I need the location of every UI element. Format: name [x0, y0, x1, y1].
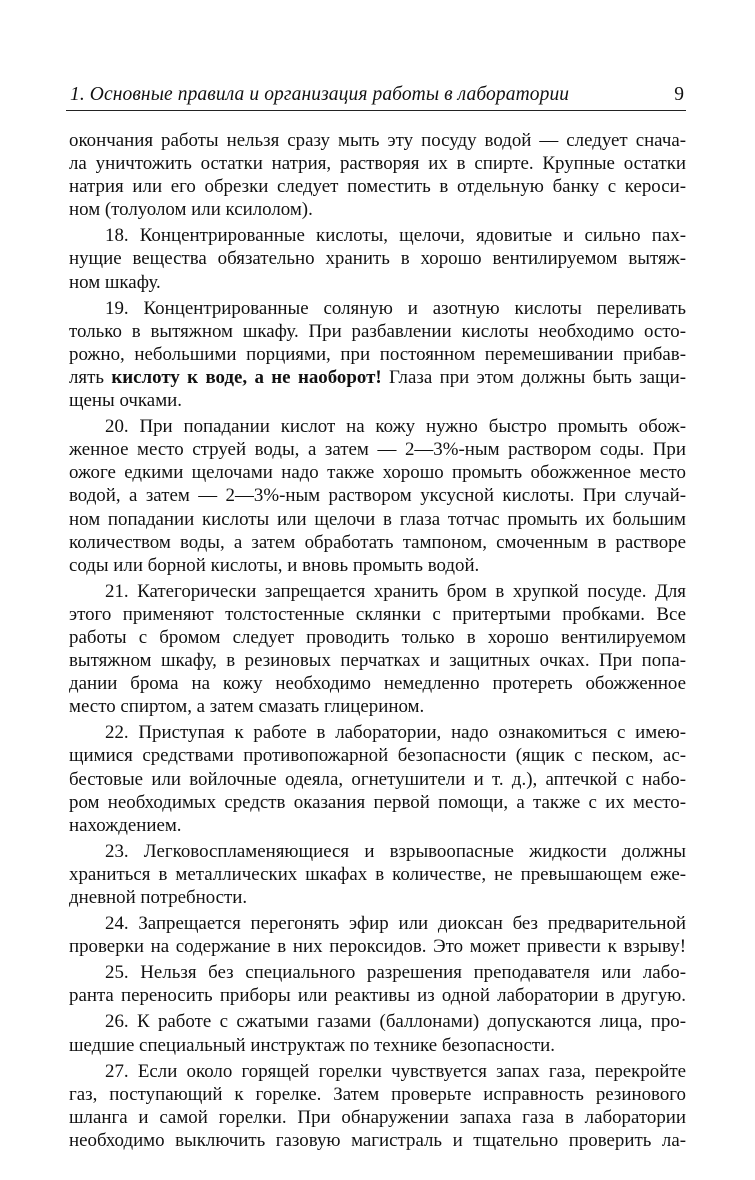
running-head: 1. Основные правила и организация работы в лаборатории [70, 84, 570, 105]
paragraph-item-26 [69, 1010, 686, 1056]
text-line: 21. Категорически запрещается хранить бром в хрупкой посуде. Для [105, 580, 686, 602]
text-fragment: Глаза при этом должны быть защи- [381, 366, 686, 388]
text-line: шедшие специальный инструктаж по технике безопасности. [69, 1034, 555, 1056]
text-line: ла уничтожить остатки натрия, растворяя их в спирте. Крупные остатки [69, 153, 686, 175]
text-line: 24. Запрещается перегонять эфир или диоксан без предварительной [105, 913, 686, 935]
paragraph-item-18 [69, 224, 686, 293]
page-header [66, 84, 686, 111]
paragraph-item-24 [69, 912, 686, 958]
text-line: 25. Нельзя без специального разрешения преподавателя или лабо- [105, 962, 686, 984]
text-line: 23. Легковоспламеняющиеся и взрывоопасные жидкости должны [105, 840, 686, 862]
paragraph-item-27 [69, 1060, 686, 1152]
text-line: соды или борной кислоты, и вновь промыть водой. [69, 554, 480, 576]
text-line: 19. Концентрированные соляную и азотную кислоты переливать [105, 297, 686, 319]
text-line: бестовые или войлочные одеяла, огнетушители и т. д.), аптечкой с набо- [69, 768, 686, 790]
text-line: дании брома на кожу необходимо немедленно протереть обожженное [69, 673, 686, 695]
text-line: необходимо выключить газовую магистраль и тщательно проверить ла- [69, 1129, 686, 1151]
text-fragment: лять [69, 366, 112, 388]
text-line: ном (толуолом или ксилолом). [69, 199, 313, 221]
text-line: водой, а затем — 2—3%-ным раствором уксусной кислоты. При случай- [69, 485, 686, 507]
text-line: ранта переносить приборы или реактивы из одной лаборатории в другую. [69, 985, 686, 1007]
text-line: ном попадании кислоты или щелочи в глаза тотчас промыть их большим [69, 508, 686, 530]
text-line: нахождением. [69, 814, 182, 836]
text-line: газ, поступающий к горелке. Затем проверьте исправность резинового [69, 1083, 686, 1105]
text-line: щимися средствами противопожарной безопасности (ящик с песком, ас- [69, 745, 686, 767]
body-text [69, 129, 686, 1152]
text-line: ожоге едкими щелочами надо также хорошо промыть обожженное место [69, 462, 686, 484]
text-line: 26. К работе с сжатыми газами (баллонами) допускаются лица, про- [105, 1011, 686, 1033]
text-line: место спиртом, а затем смазать глицерином. [69, 696, 425, 718]
text-line: только в вытяжном шкафу. При разбавлении кислоты необходимо осто- [69, 320, 686, 342]
text-line: 27. Если около горящей горелки чувствуется запах газа, перекройте [105, 1060, 686, 1082]
paragraph-item-19 [69, 297, 686, 412]
text-line: количеством воды, а затем обработать тампоном, смоченным в растворе [69, 531, 686, 553]
text-line: дневной потребности. [69, 887, 248, 908]
text-line: храниться в металлических шкафах в количестве, не превышающем еже- [69, 863, 686, 885]
text-line: работы с бромом следует проводить только в хорошо вентилируемом [69, 626, 686, 648]
paragraph-continuation [69, 129, 686, 221]
text-line: шланга и самой горелки. При обнаружении запаха газа в лаборатории [69, 1106, 686, 1128]
paragraph-item-20 [69, 415, 686, 577]
paragraph-item-25 [69, 961, 686, 1007]
paragraph-item-21 [69, 580, 686, 719]
text-line: ром необходимых средств оказания первой помощи, а также с их место- [69, 791, 686, 813]
text-line: ном шкафу. [69, 271, 161, 293]
text-line: щены очками. [69, 390, 182, 412]
text-line: нущие вещества обязательно хранить в хорошо вентилируемом вытяж- [69, 248, 686, 270]
text-line: этого применяют толстостенные склянки с притертыми пробками. Все [69, 603, 686, 625]
text-line: проверки на содержание в них пероксидов. Это может привести к взрыву! [69, 936, 686, 958]
text-line: окончания работы нельзя сразу мыть эту посуду водой — следует снача- [69, 130, 686, 151]
text-line: вытяжном шкафу, в резиновых перчатках и защитных очках. При попа- [69, 650, 686, 672]
text-line-with-emphasis [69, 366, 686, 389]
text-line: рожно, небольшими порциями, при постоянном перемешивании прибав- [69, 343, 686, 365]
paragraph-item-22 [69, 721, 686, 836]
page-number: 9 [674, 84, 684, 105]
text-line: 20. При попадании кислот на кожу нужно быстро промыть обож- [105, 416, 686, 438]
text-line: натрия или его обрезки следует поместить в отдельную банку с кероси- [69, 176, 686, 198]
text-line: 22. Приступая к работе в лаборатории, надо ознакомиться с имею- [105, 722, 686, 744]
bold-emphasis: кислоту к воде, а не наоборот! [111, 366, 382, 388]
text-line: 18. Концентрированные кислоты, щелочи, ядовитые и сильно пах- [105, 225, 686, 247]
paragraph-item-23 [69, 840, 686, 909]
text-line: женное место струей воды, а затем — 2—3%-ным раствором соды. При [69, 439, 686, 461]
